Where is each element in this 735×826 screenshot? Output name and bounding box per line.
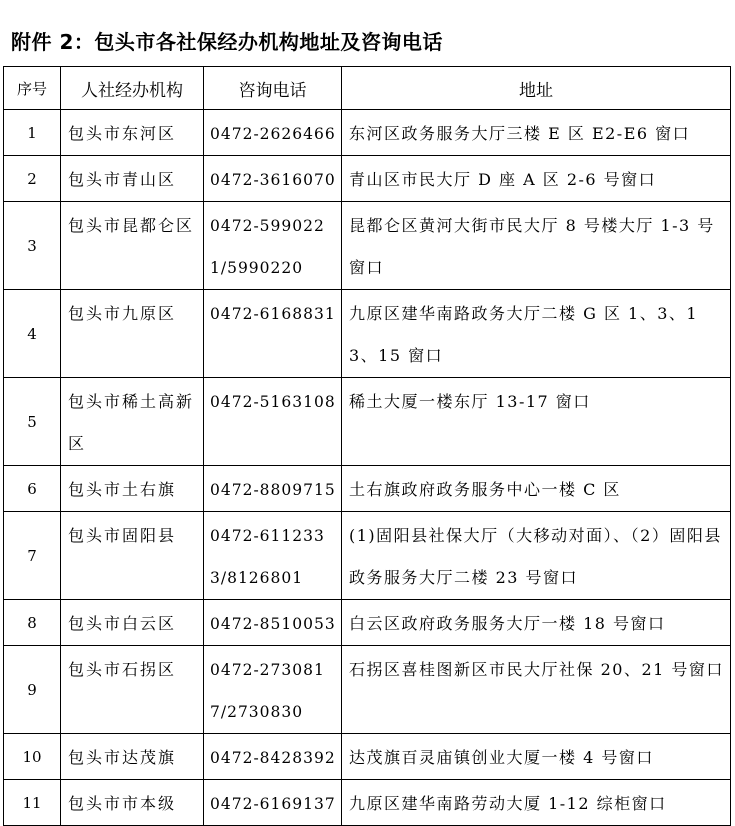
- row-address: 稀土大厦一楼东厅 13-17 窗口: [349, 392, 591, 411]
- header-index: 序号: [4, 67, 61, 110]
- row-address: 白云区政府政务服务大厅一楼 18 号窗口: [349, 614, 666, 633]
- row-address: 昆都仑区黄河大街市民大厅 8 号楼大厅 1-3 号窗口: [349, 216, 715, 277]
- row-agency: 包头市达茂旗: [68, 748, 177, 767]
- row-index: 9: [4, 646, 61, 734]
- row-index: 3: [4, 202, 61, 290]
- row-phone: 0472-2730817/2730830: [210, 661, 325, 721]
- table-row: [4, 512, 731, 600]
- table-row: [4, 156, 731, 202]
- row-index: 6: [4, 466, 61, 512]
- row-address: 东河区政务服务大厅三楼 E 区 E2-E6 窗口: [349, 124, 691, 143]
- row-index: 5: [4, 378, 61, 466]
- row-address: (1)固阳县社保大厅（大移动对面）、（2）固阳县政务服务大厅二楼 23 号窗口: [349, 526, 722, 587]
- table-row: [4, 780, 731, 826]
- row-index: 4: [4, 290, 61, 378]
- row-agency: 包头市九原区: [68, 304, 177, 323]
- row-agency: 包头市土右旗: [68, 480, 177, 499]
- row-phone: 0472-6112333/8126801: [210, 527, 325, 587]
- table-row: [4, 290, 731, 378]
- row-phone: 0472-3616070: [210, 171, 336, 189]
- table-header-row: [4, 67, 731, 110]
- row-address: 达茂旗百灵庙镇创业大厦一楼 4 号窗口: [349, 748, 654, 767]
- table-row: [4, 646, 731, 734]
- row-phone: 0472-8510053: [210, 615, 336, 633]
- agency-table: [3, 66, 731, 826]
- table-row: [4, 734, 731, 780]
- row-address: 九原区建华南路劳动大厦 1-12 综柜窗口: [349, 794, 667, 813]
- row-phone: 0472-6169137: [210, 795, 336, 813]
- row-phone: 0472-8428392: [210, 749, 336, 767]
- row-agency: 包头市石拐区: [68, 660, 177, 679]
- row-phone: 0472-2626466: [210, 125, 336, 143]
- row-address: 九原区建华南路政务大厅二楼 G 区 1、3、13、15 窗口: [349, 304, 699, 365]
- row-address: 石拐区喜桂图新区市民大厅社保 20、21 号窗口: [349, 660, 724, 679]
- table-row: [4, 466, 731, 512]
- row-agency: 包头市稀土高新区: [68, 392, 195, 453]
- header-agency: 人社经办机构: [61, 67, 204, 110]
- row-index: 7: [4, 512, 61, 600]
- row-agency: 包头市固阳县: [68, 526, 177, 545]
- row-phone: 0472-8809715: [210, 481, 336, 499]
- header-phone: 咨询电话: [204, 67, 342, 110]
- row-index: 1: [4, 110, 61, 156]
- row-address: 土右旗政府政务服务中心一楼 C 区: [349, 480, 621, 499]
- header-address: 地址: [342, 67, 731, 110]
- table-row: [4, 600, 731, 646]
- row-index: 2: [4, 156, 61, 202]
- table-row: [4, 378, 731, 466]
- row-index: 11: [4, 780, 61, 826]
- row-agency: 包头市市本级: [68, 794, 177, 813]
- row-address: 青山区市民大厅 D 座 A 区 2-6 号窗口: [349, 170, 657, 189]
- row-agency: 包头市白云区: [68, 614, 177, 633]
- row-agency: 包头市昆都仑区: [68, 216, 195, 235]
- row-phone: 0472-5990221/5990220: [210, 217, 325, 277]
- row-index: 10: [4, 734, 61, 780]
- row-agency: 包头市青山区: [68, 170, 177, 189]
- table-row: [4, 110, 731, 156]
- row-phone: 0472-5163108: [210, 393, 336, 411]
- page-title: 附件 2：包头市各社保经办机构地址及咨询电话: [11, 30, 443, 54]
- table-row: [4, 202, 731, 290]
- row-index: 8: [4, 600, 61, 646]
- row-agency: 包头市东河区: [68, 124, 177, 143]
- row-phone: 0472-6168831: [210, 305, 336, 323]
